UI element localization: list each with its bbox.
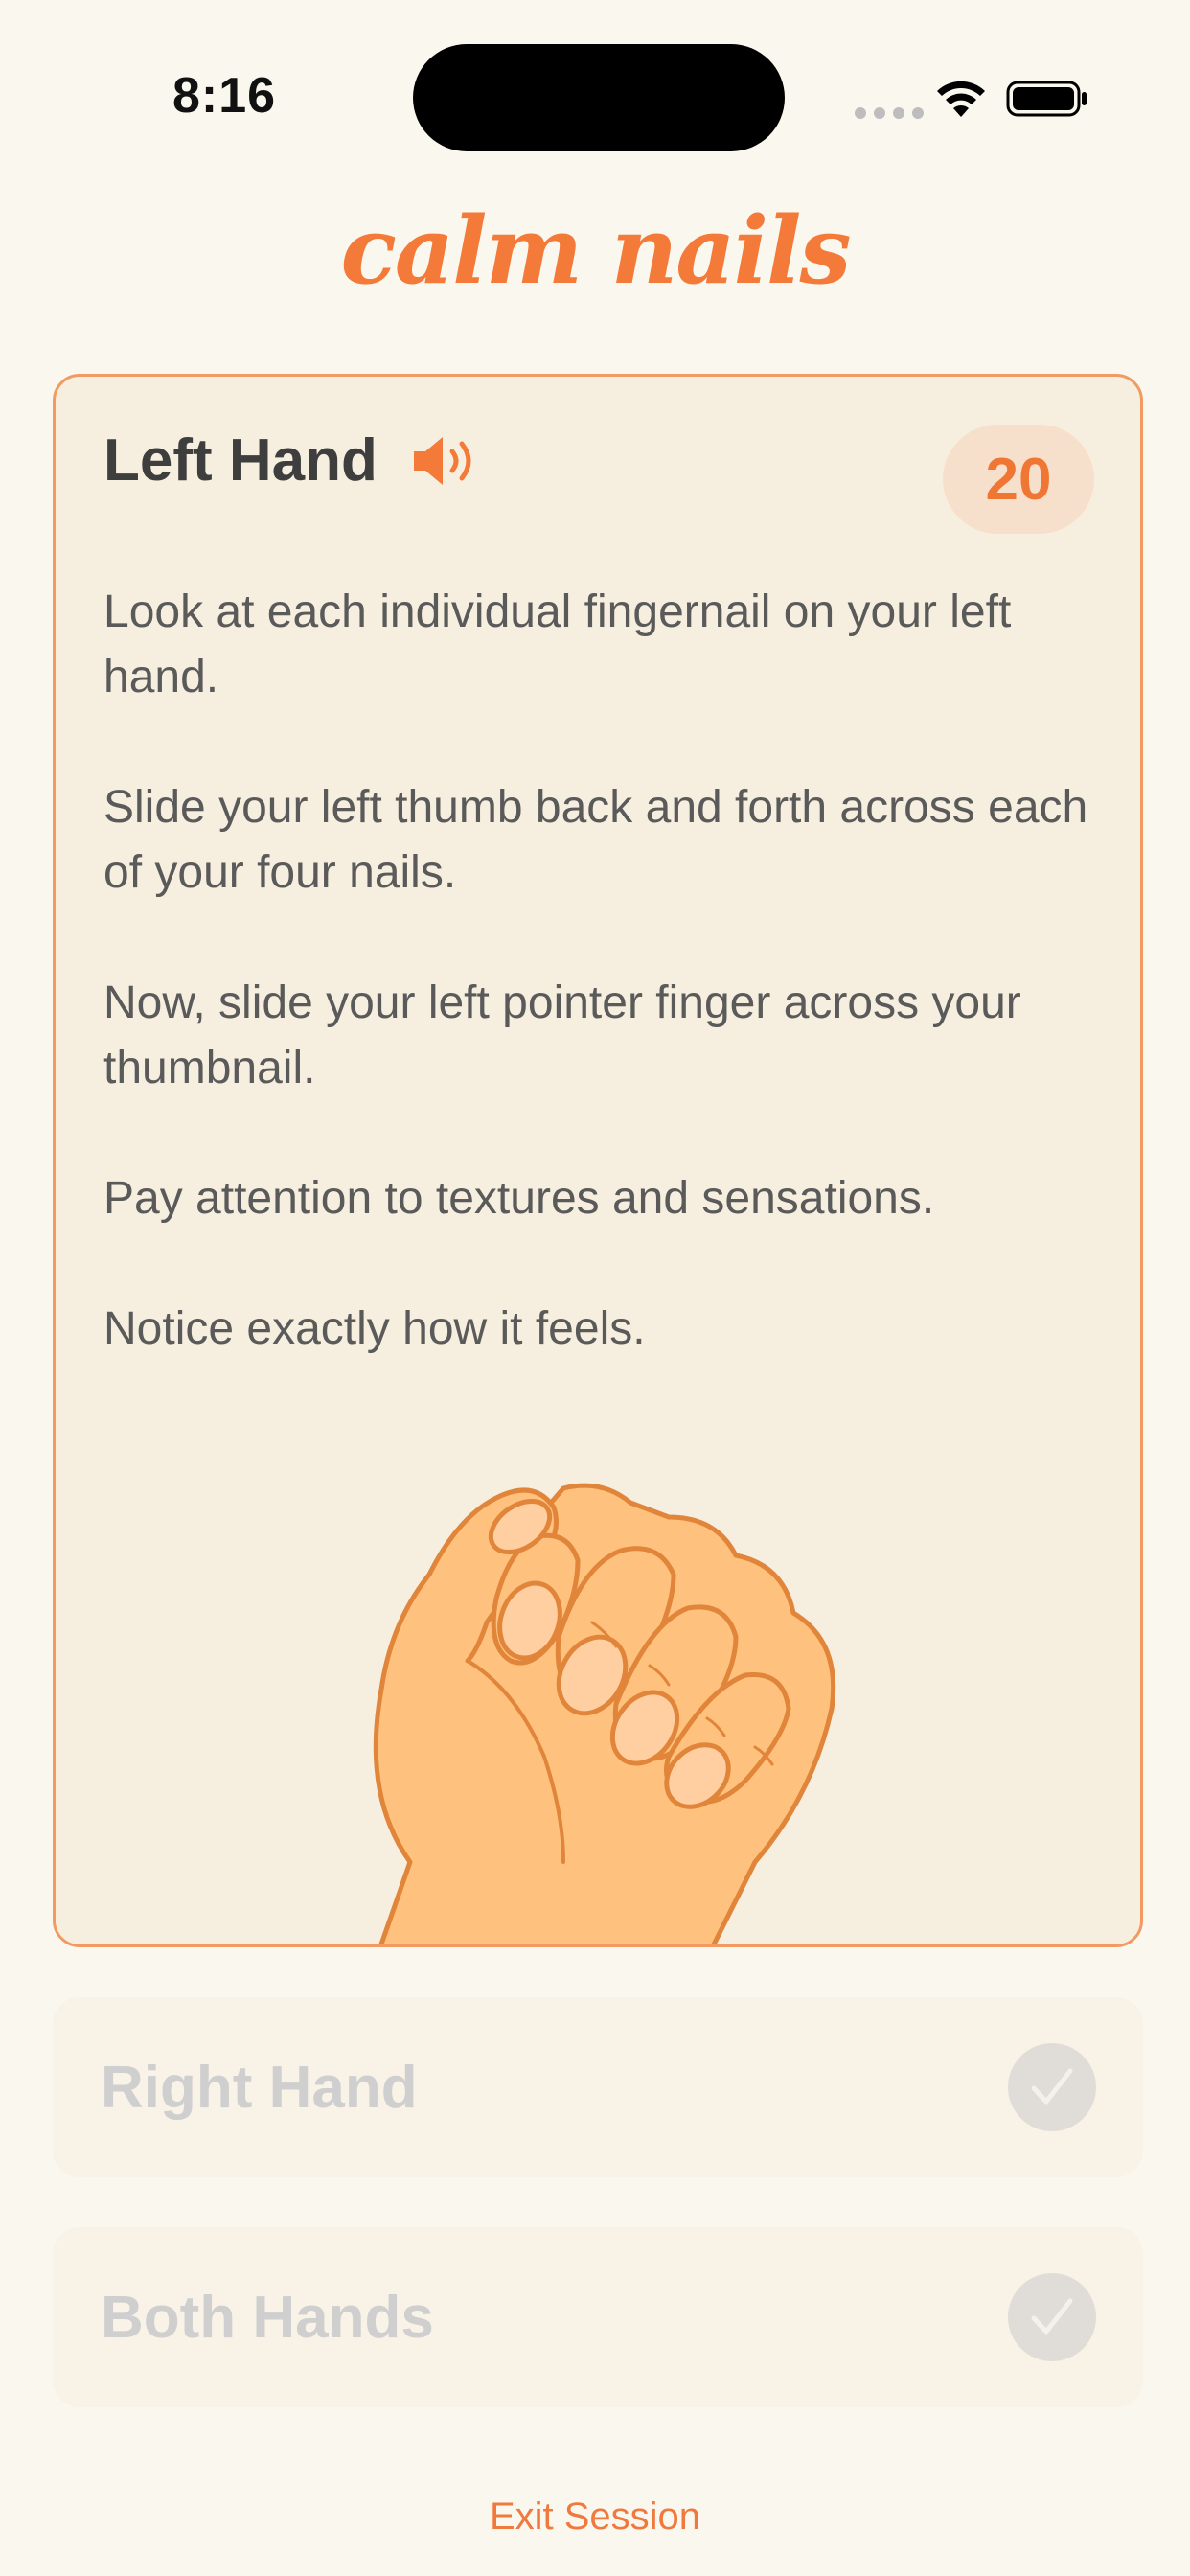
- step-header: [103, 426, 481, 494]
- instruction-line: Pay attention to textures and sensations.: [103, 1173, 935, 1224]
- status-time: 8:16: [172, 68, 277, 124]
- step-label: Both Hands: [101, 2284, 434, 2351]
- exit-session-button[interactable]: Exit Session: [489, 2496, 701, 2538]
- cellular-signal-icon: [855, 107, 924, 119]
- step-card-both-hands[interactable]: [53, 2227, 1143, 2407]
- instruction-line: Look at each individual fingernail on your left hand.: [103, 586, 1012, 702]
- current-step-card: [53, 374, 1143, 1947]
- instruction-line: Notice exactly how it feels.: [103, 1303, 646, 1354]
- battery-icon: [1006, 79, 1088, 119]
- wifi-icon: [934, 79, 988, 119]
- fist-hand-illustration: [353, 1431, 889, 1947]
- dynamic-island: [413, 44, 785, 151]
- app-title: calm nails: [340, 196, 850, 305]
- instruction-line: Slide your left thumb back and forth across each of your four nails.: [103, 782, 1088, 898]
- step-label: Right Hand: [101, 2054, 418, 2121]
- checkmark-circle-icon: [1007, 2042, 1097, 2132]
- step-title: Left Hand: [103, 427, 378, 494]
- speaker-icon[interactable]: [410, 432, 481, 490]
- checkmark-circle-icon: [1007, 2272, 1097, 2362]
- countdown-badge: 20: [943, 425, 1094, 534]
- status-bar: [0, 0, 1190, 192]
- instructions: [103, 580, 1100, 1427]
- step-card-right-hand[interactable]: [53, 1997, 1143, 2177]
- instruction-line: Now, slide your left pointer finger across your thumbnail.: [103, 978, 1021, 1093]
